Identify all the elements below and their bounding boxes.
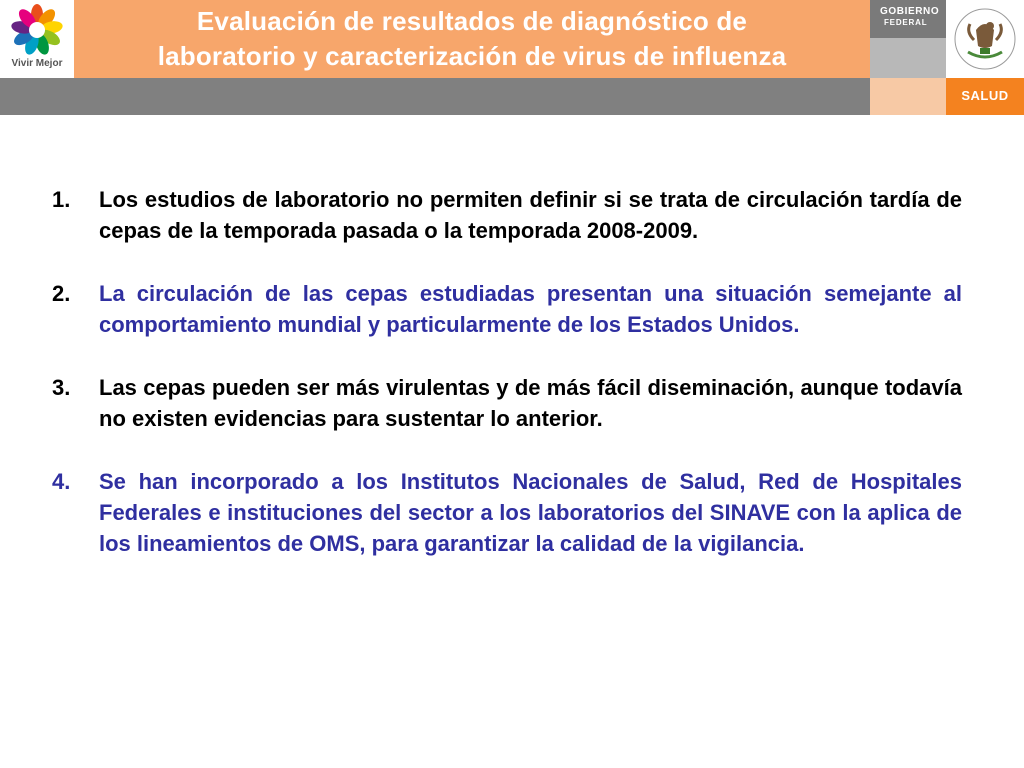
salud-label [946, 78, 1024, 115]
salud-text: SALUD [961, 88, 1009, 103]
gobierno-federal-label [870, 0, 946, 38]
list-text: Los estudios de laboratorio no permiten definir si se trata de circulación tardía de cepas de la temporada pasada o la temporada 2008-2009. [99, 187, 962, 243]
eagle-seal-icon [946, 0, 1024, 78]
title-band [74, 0, 870, 78]
header-grey-block [870, 38, 946, 78]
mexican-seal [946, 0, 1024, 78]
list-item [52, 372, 962, 434]
logo-caption: Vivir Mejor [11, 58, 63, 69]
flower-logo-icon [0, 0, 74, 60]
list-text: Las cepas pueden ser más virulentas y de más fácil diseminación, aunque todavía no existen evidencias para sustentar lo anterior. [99, 375, 962, 431]
federal-text: FEDERAL [884, 18, 928, 27]
list-number: 2. [52, 281, 71, 306]
slide-title-line-2: laboratorio y caracterización de virus de influenza [157, 41, 787, 71]
findings-list [52, 184, 962, 591]
vivir-mejor-logo [0, 0, 74, 78]
list-number: 3. [52, 375, 71, 400]
slide-title [74, 4, 870, 74]
list-item [52, 466, 962, 559]
header-peach-block [870, 78, 946, 115]
gobierno-text: GOBIERNO [880, 6, 940, 17]
list-text: Se han incorporado a los Institutos Nacionales de Salud, Red de Hospitales Federales e instituciones del sector a los laboratorios del SINAVE con la aplica de los lineamientos de OMS, para garantizar la calidad de la vigilancia. [99, 469, 962, 556]
list-item [52, 184, 962, 246]
slide-header [0, 0, 1024, 115]
slide-title-line-1: Evaluación de resultados de diagnóstico de [196, 6, 748, 36]
header-grey-band [0, 78, 870, 115]
list-text: La circulación de las cepas estudiadas presentan una situación semejante al comportamiento mundial y particularmente de los Estados Unidos. [99, 281, 962, 337]
list-number: 1. [52, 187, 71, 212]
list-number: 4. [52, 469, 71, 494]
list-item [52, 278, 962, 340]
